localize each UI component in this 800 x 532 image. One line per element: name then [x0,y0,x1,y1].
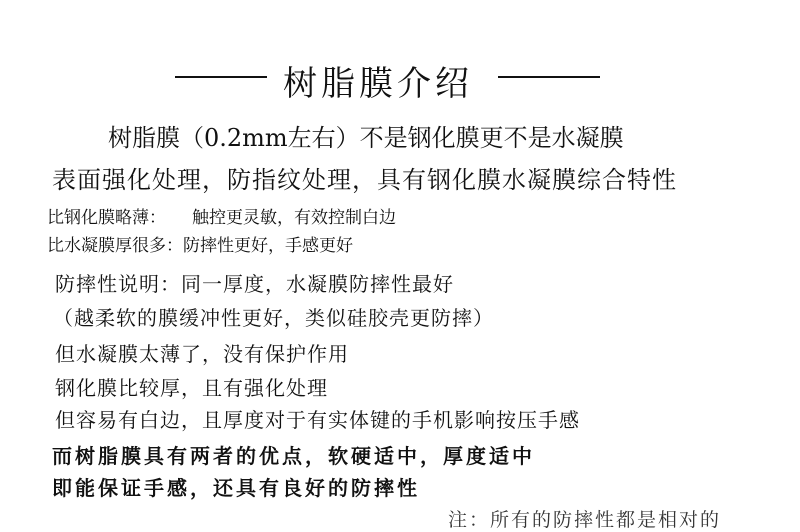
comparison-row [47,231,353,256]
intro-line-2: 表面强化处理，防指纹处理，具有钢化膜水凝膜综合特性 [52,166,677,194]
footnote: 注：所有的防摔性都是相对的 [448,509,722,531]
explanation-line: 钢化膜比较厚，且有强化处理 [55,376,328,400]
comparison-value: 防摔性更好，手感更好 [183,236,353,256]
comparison-row [47,203,396,228]
page-title: 树脂膜介绍 [283,64,473,104]
explanation-line: 但容易有白边，且厚度对于有实体键的手机影响按压手感 [55,408,580,432]
title-row [0,52,800,102]
title-rule-left [175,76,267,78]
explanation-line: 防摔性说明：同一厚度，水凝膜防摔性最好 [55,272,454,296]
comparison-value: 触控更灵敏，有效控制白边 [192,208,396,228]
comparison-label: 比钢化膜略薄： [47,208,166,228]
explanation-line: 但水凝膜太薄了，没有保护作用 [55,342,349,366]
conclusion-line: 而树脂膜具有两者的优点，软硬适中，厚度适中 [52,444,535,468]
intro-line-1: 树脂膜（0.2mm左右）不是钢化膜更不是水凝膜 [108,124,624,152]
explanation-line: （越柔软的膜缓冲性更好，类似硅胶壳更防摔） [53,306,494,330]
comparison-label: 比水凝膜厚很多： [47,236,183,256]
conclusion-line: 即能保证手感，还具有良好的防摔性 [52,476,420,500]
title-rule-right [498,76,600,78]
